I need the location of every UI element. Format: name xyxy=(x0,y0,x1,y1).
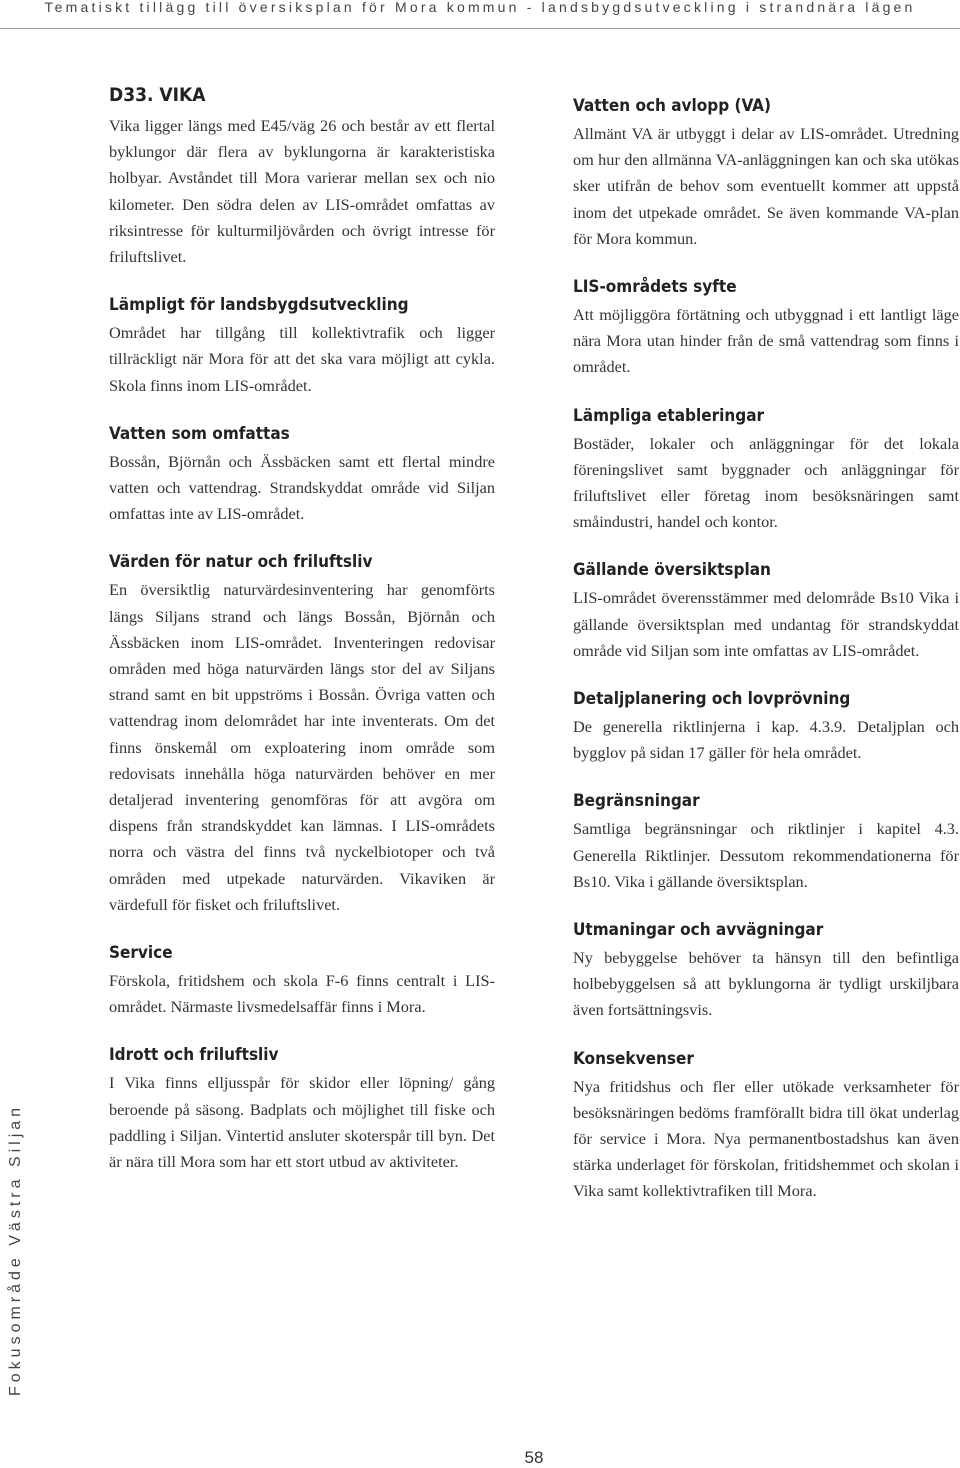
section-heading: Gällande översiktsplan xyxy=(573,560,771,581)
page-title: D33. VIKA xyxy=(109,84,206,106)
section-heading: Lämpliga etableringar xyxy=(573,405,765,426)
section-landsbygdsutveckling xyxy=(109,293,495,399)
intro-section xyxy=(109,113,495,270)
section-text: Området har tillgång till kollektivtrafik och ligger tillräckligt när Mora för att det ska vara möjligt att cykla. Skola finns inom LIS-området. xyxy=(109,323,495,395)
section-heading: Värden för natur och friluftsliv xyxy=(109,552,373,573)
section-text: Bostäder, lokaler och anläggningar för det lokala föreningslivet samt byggnader och anläggningar för friluftslivet eller företag inom besöksnäringen samt småindustri, handel och kontor. xyxy=(573,433,959,532)
header-divider xyxy=(0,28,960,29)
section-text: LIS-området överensstämmer med delområde Bs10 Vika i gällande översiktsplan med undantag för strandskyddat område vid Siljan som inte omfattas av LIS-området. xyxy=(573,588,959,660)
section-text: I Vika finns elljusspår för skidor eller löpning/ gång beroende på säsong. Badplats och möjlighet till fiske och paddling i Siljan. Vintertid ansluter skoterspår till byn. Det är nära till Mora som har ett stort utbud av aktiviteter. xyxy=(109,1073,495,1172)
section-heading: Vatten som omfattas xyxy=(109,423,290,444)
page-number: 58 xyxy=(524,1448,544,1467)
section-utmaningar xyxy=(573,918,959,1024)
section-text: De generella riktlinjerna i kap. 4.3.9. Detaljplan och bygglov på sidan 17 gäller för hela området. xyxy=(573,717,959,763)
section-konsekvenser xyxy=(573,1047,959,1205)
section-va xyxy=(573,94,959,252)
section-heading: Service xyxy=(109,943,173,964)
section-etableringar xyxy=(573,404,959,536)
section-heading: Begränsningar xyxy=(573,791,700,812)
section-detaljplanering xyxy=(573,687,959,766)
section-text: Nya fritidshus och fler eller utökade verksamheter för besöksnäringen bedöms framförallt bidra till ökat underlag för service i Mora. Nya permanentbostadshus kan även stärka underlaget för förskolan, fritidshemmet och skolan i Vika samt kollektivtrafiken till Mora. xyxy=(573,1076,959,1201)
section-text: En översiktlig naturvärdesinventering har genomförts längs Siljans strand och längs Bossån, Björnån och Ässbäcken inom LIS-området. Inventeringen redovisar områden med höga naturvärden längs stor del av Siljans strand samt en bit uppströms i Bossån. Övriga vatten och vattendrag inom delområdet har inte inventerats. Om det finns önskemål om exploatering inom område som redovisats innehålla höga naturvärden behöver en mer detaljerad inventering genomföras för att avgöra om dispens från strandskyddet kan lämnas. I LIS-områdets norra och västra del finns två nyckelbiotoper och två områden med utpekade naturvärden. Vikaviken är värdefull för fisket och friluftslivet. xyxy=(109,580,495,914)
running-header: Tematiskt tillägg till översiksplan för Mora kommun - landsbygdsutveckling i strandnära lägen xyxy=(44,0,916,15)
section-heading: Idrott och friluftsliv xyxy=(109,1045,279,1066)
section-heading: LIS-områdets syfte xyxy=(573,277,737,298)
side-label: Fokusområde Västra Siljan xyxy=(7,1103,24,1396)
section-text: Att möjliggöra förtätning och utbyggnad i ett lantligt läge nära Mora utan hinder från de små vattendrag som finns i området. xyxy=(573,305,959,377)
section-heading: Utmaningar och avvägningar xyxy=(573,920,824,941)
section-text: Samtliga begränsningar och riktlinjer i kapitel 4.3. Generella Riktlinjer. Dessutom rekommendationerna för Bs10. Vika i gällande översiktsplan. xyxy=(573,819,959,891)
section-heading: Detaljplanering och lovprövning xyxy=(573,689,851,710)
section-vatten xyxy=(109,422,495,528)
section-text: Bossån, Björnån och Ässbäcken samt ett flertal mindre vatten och vattendrag. Strandskyddat område vid Siljan omfattas inte av LIS-området. xyxy=(109,451,495,524)
section-heading: Lämpligt för landsbygdsutveckling xyxy=(109,295,409,316)
section-natur-friluftsliv xyxy=(109,550,495,918)
section-text: Ny bebyggelse behöver ta hänsyn till den befintliga holbebyggelsen så att byklungorna är tydligt urskiljbara även fortsättningsvis. xyxy=(573,948,959,1020)
left-column xyxy=(109,80,495,1198)
section-heading: Vatten och avlopp (VA) xyxy=(573,96,771,116)
section-text: Allmänt VA är utbyggt i delar av LIS-området. Utredning om hur den allmänna VA-anläggningen kan och ska utökas sker utifrån de behov som eventuellt kommer att uppstå inom det utpekade området. Se även kommande VA-plan för Mora kommun. xyxy=(573,124,959,248)
section-idrott xyxy=(109,1043,495,1175)
section-text: Förskola, fritidshem och skola F-6 finns centralt i LIS-området. Närmaste livsmedelsaffär finns i Mora. xyxy=(109,971,495,1017)
right-column xyxy=(573,94,959,1228)
section-syfte xyxy=(573,275,959,381)
section-service xyxy=(109,941,495,1020)
intro-text: Vika ligger längs med E45/väg 26 och består av ett flertal byklungor där flera av byklungorna är karakteristiska holbyar. Avståndet till Mora varierar mellan sex och nio kilometer. Den södra delen av LIS-området omfattas av riksintresse för kulturmiljövården och övrigt intresse för friluftslivet. xyxy=(109,116,495,267)
section-begransningar xyxy=(573,789,959,895)
section-heading: Konsekvenser xyxy=(573,1048,694,1069)
section-oversiktsplan xyxy=(573,558,959,664)
